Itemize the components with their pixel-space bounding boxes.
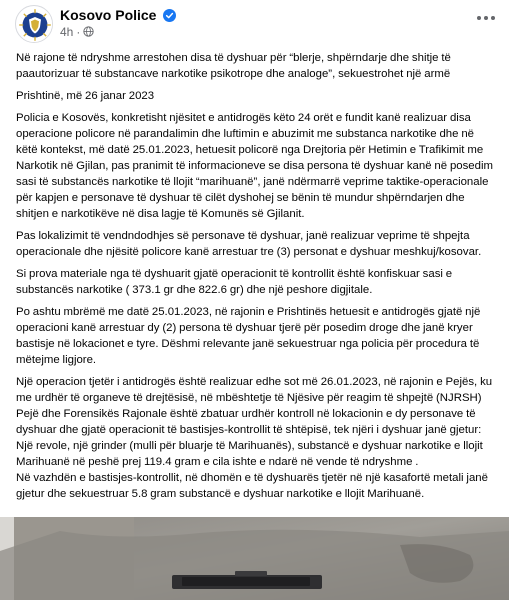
post-meta (60, 25, 94, 39)
page-avatar[interactable] (15, 5, 53, 43)
post-photo[interactable] (0, 511, 509, 600)
post-paragraph-5: Një operacion tjetër i antidrogës është realizuar edhe sot më 26.01.2023, në rajonin e Pejës, ku me urdhër të organeve të drejtësisë, në mbështetje të Njësive për reagim të shpejtë (NJRSH) Pejë dhe Forensikës Rajonale është zbatuar urdhër kontroll në lokacionin e dy personave të dyshuar dhe gjatë operacionit të bastisjes-kontrollit të shtëpisë, tek njëri i dyshuar janë gjetur: Një revole, një grinder (mulli për bluarje të Marihuanës), substancë e dyshuar narkotike e llojit Marihuanë në peshë prej 119.4 gram e cila ishte e ndarë në vende të ndryshme . (16, 376, 493, 468)
post-text (16, 50, 498, 546)
post-paragraph-2: Pas lokalizimit të vendndodhjes së personave të dyshuar, janë realizuar veprime të shpejta operacionale dhe njësitë policore kanë arrestuar tre (3) personat e dyshuar meshkuj/kosovar. (16, 230, 482, 258)
meta-separator: · (76, 25, 81, 39)
post-title: Në rajone të ndryshme arrestohen disa të dyshuar për “blerje, shpërndarje dhe shitje të paautorizuar të substancave narkotike psikotrope dhe analoge”, sekuestrohet një armë (16, 52, 451, 80)
post-dateline: Prishtinë, më 26 janar 2023 (16, 90, 155, 102)
post-paragraph-6: Në vazhdën e bastisjes-kontrollit, në dhomën e të dyshuarës tjetër në një kasafortë metali janë gjetur dhe sekuestruar 5.8 gram substancë e dyshuar narkotike e llojit Marihuanë. (16, 472, 488, 500)
page-name[interactable] (60, 7, 176, 24)
post-paragraph-1: Policia e Kosovës, konkretisht njësitet e antidrogës këto 24 orët e fundit kanë realizuar disa operacione policore në parandalimin dhe luftimin e abuzimit me substanca narkotike dhe në këtë kontekst, më datë 25.01.2023, hetuesit policorë nga Drejtoria për Hetimin e Trafikimit me Narkotik në Gjilan, pas pranimit të informacioneve se disa persona të dyshuar kanë në posedim sasi të substancës narkotike të llojit “marihuanë”, janë ndërmarrë veprime taktike-operacionale për kapjen e personave të dyshuar të cilët dyshohej se bënin të mundur shpërndarjen dhe shitjen e narkotikëve në disa lagje të Komunës së Gjilanit. (16, 112, 493, 220)
globe-icon[interactable] (83, 26, 94, 37)
verified-badge-icon (163, 9, 176, 22)
kosovo-police-emblem-icon (16, 6, 53, 43)
post-paragraph-4: Po ashtu mbrëmë me datë 25.01.2023, në rajonin e Prishtinës hetuesit e antidrogës gjatë një operacioni kanë arrestuar dy (2) persona të dyshuar tjerë për posedim droge dhe janë kryer bastisje në lokacionet e tyre. Dëshmi relevante janë sekuestruar nga policia për procedura të mëtejme ligjore. (16, 306, 481, 366)
post-timestamp[interactable]: 4h (60, 25, 74, 39)
post-paragraph-3: Si prova materiale nga të dyshuarit gjatë operacionit të kontrollit është konfiskuar sasi e substancës narkotike ( 373.1 gr dhe 822.6 gr) dhe një peshore digjitale. (16, 268, 453, 296)
post-header (0, 0, 509, 44)
more-options-icon[interactable] (474, 10, 498, 26)
photo-image (0, 511, 509, 600)
page-name-text: Kosovo Police (60, 7, 157, 23)
